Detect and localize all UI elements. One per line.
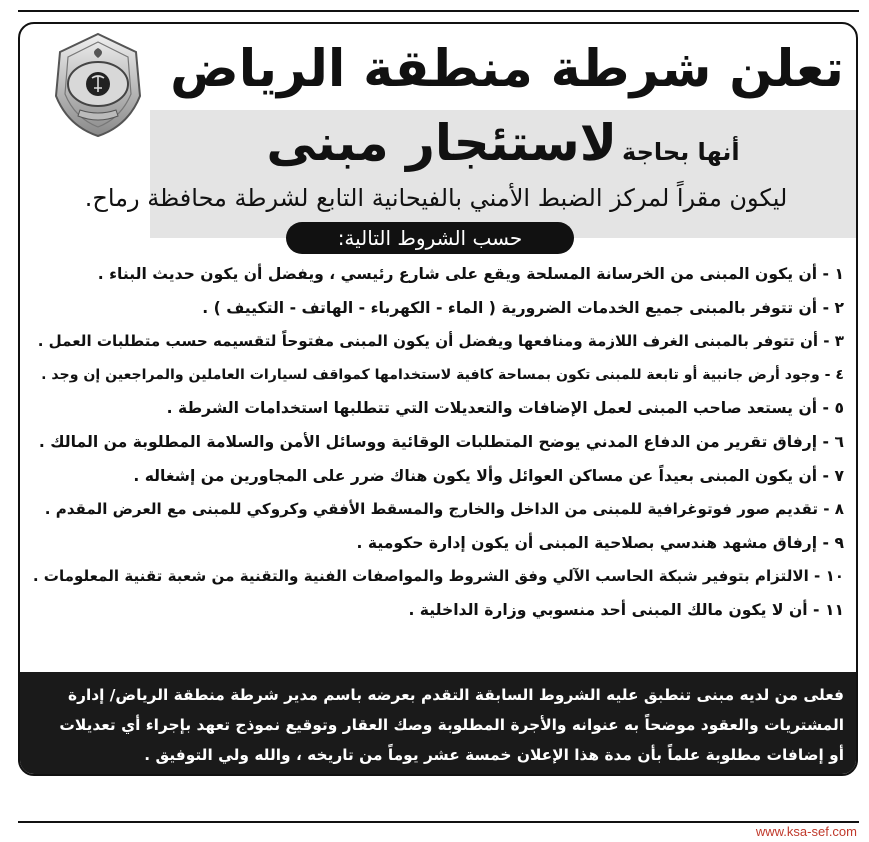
condition-item: ٢ - أن تتوفر بالمبنى جميع الخدمات الضرورية ( الماء - الكهرباء - الهاتف - التكييف ) . [202, 298, 844, 317]
condition-item: ١ - أن يكون المبنى من الخرسانة المسلحة ويقع على شارع رئيسي ، ويفضل أن يكون حديث البناء . [97, 265, 844, 283]
footer-line: المشتريات والعقود موضحاً به عنوانه والأجرة المطلوبة وصك العقار وتوقيع نموذج تعهد بإجراء أي تعديلات [59, 716, 844, 734]
headline: تعلن شرطة منطقة الرياض [170, 40, 844, 99]
conditions-list [30, 258, 844, 628]
footer-line: أو إضافات مطلوبة علماً بأن مدة هذا الإعلان خمسة عشر يوماً من تاريخه ، والله ولي التوفيق . [144, 746, 844, 764]
condition-item: ٤ - وجود أرض جانبية أو تابعة للمبنى تكون بمساحة كافية لاستخدامها كمواقف لسيارات العاملين والمراجعين إن وجد . [41, 366, 844, 383]
footer-notice [20, 672, 856, 774]
subhead-prefix: أنها بحاجة [622, 138, 740, 166]
subhead-main: لاستئجار مبنى [266, 114, 617, 172]
purpose-line: ليكون مقراً لمركز الضبط الأمني بالفيحانية التابع لشرطة محافظة رماح. [84, 184, 788, 212]
condition-item: ١٠ - الالتزام بتوفير شبكة الحاسب الآلي وفق الشروط والمواصفات الفنية والتقنية من شعبة تقنية المعلومات . [32, 567, 844, 586]
footer-line: فعلى من لديه مبنى تنطبق عليه الشروط السابقة التقدم بعرضه باسم مدير شرطة منطقة الرياض/ إدارة [68, 686, 844, 704]
condition-item: ٥ - أن يستعد صاحب المبنى لعمل الإضافات والتعديلات التي تتطلبها استخدامات الشرطة . [166, 399, 844, 418]
conditions-title: حسب الشروط التالية: [286, 222, 574, 254]
advertisement-frame [18, 22, 858, 776]
source-url[interactable]: www.ksa-sef.com [755, 824, 857, 839]
bottom-rule [18, 821, 859, 823]
condition-item: ٦ - إرفاق تقرير من الدفاع المدني يوضح المتطلبات الوقائية ووسائل الأمن والسلامة المطلوبة من المالك . [38, 432, 844, 451]
condition-item: ٩ - إرفاق مشهد هندسي بصلاحية المبنى أن يكون إدارة حكومية . [356, 533, 844, 552]
condition-item: ٣ - أن تتوفر بالمبنى الغرف اللازمة ومنافعها ويفضل أن يكون المبنى مفتوحاً لتقسيمه حسب متطلبات العمل . [37, 332, 844, 351]
top-rule [18, 10, 859, 12]
subhead [150, 114, 856, 180]
condition-item: ١١ - أن لا يكون مالك المبنى أحد منسوبي وزارة الداخلية . [408, 600, 844, 619]
condition-item: ٨ - تقديم صور فوتوغرافية للمبنى من الداخل والخارج والمسقط الأفقي وكروكي للمبنى مع العرض المقدم . [44, 500, 844, 519]
police-emblem-icon [48, 30, 148, 140]
condition-item: ٧ - أن يكون المبنى بعيداً عن مساكن العوائل وألا يكون هناك ضرر على المجاورين من إشغاله . [133, 466, 844, 485]
